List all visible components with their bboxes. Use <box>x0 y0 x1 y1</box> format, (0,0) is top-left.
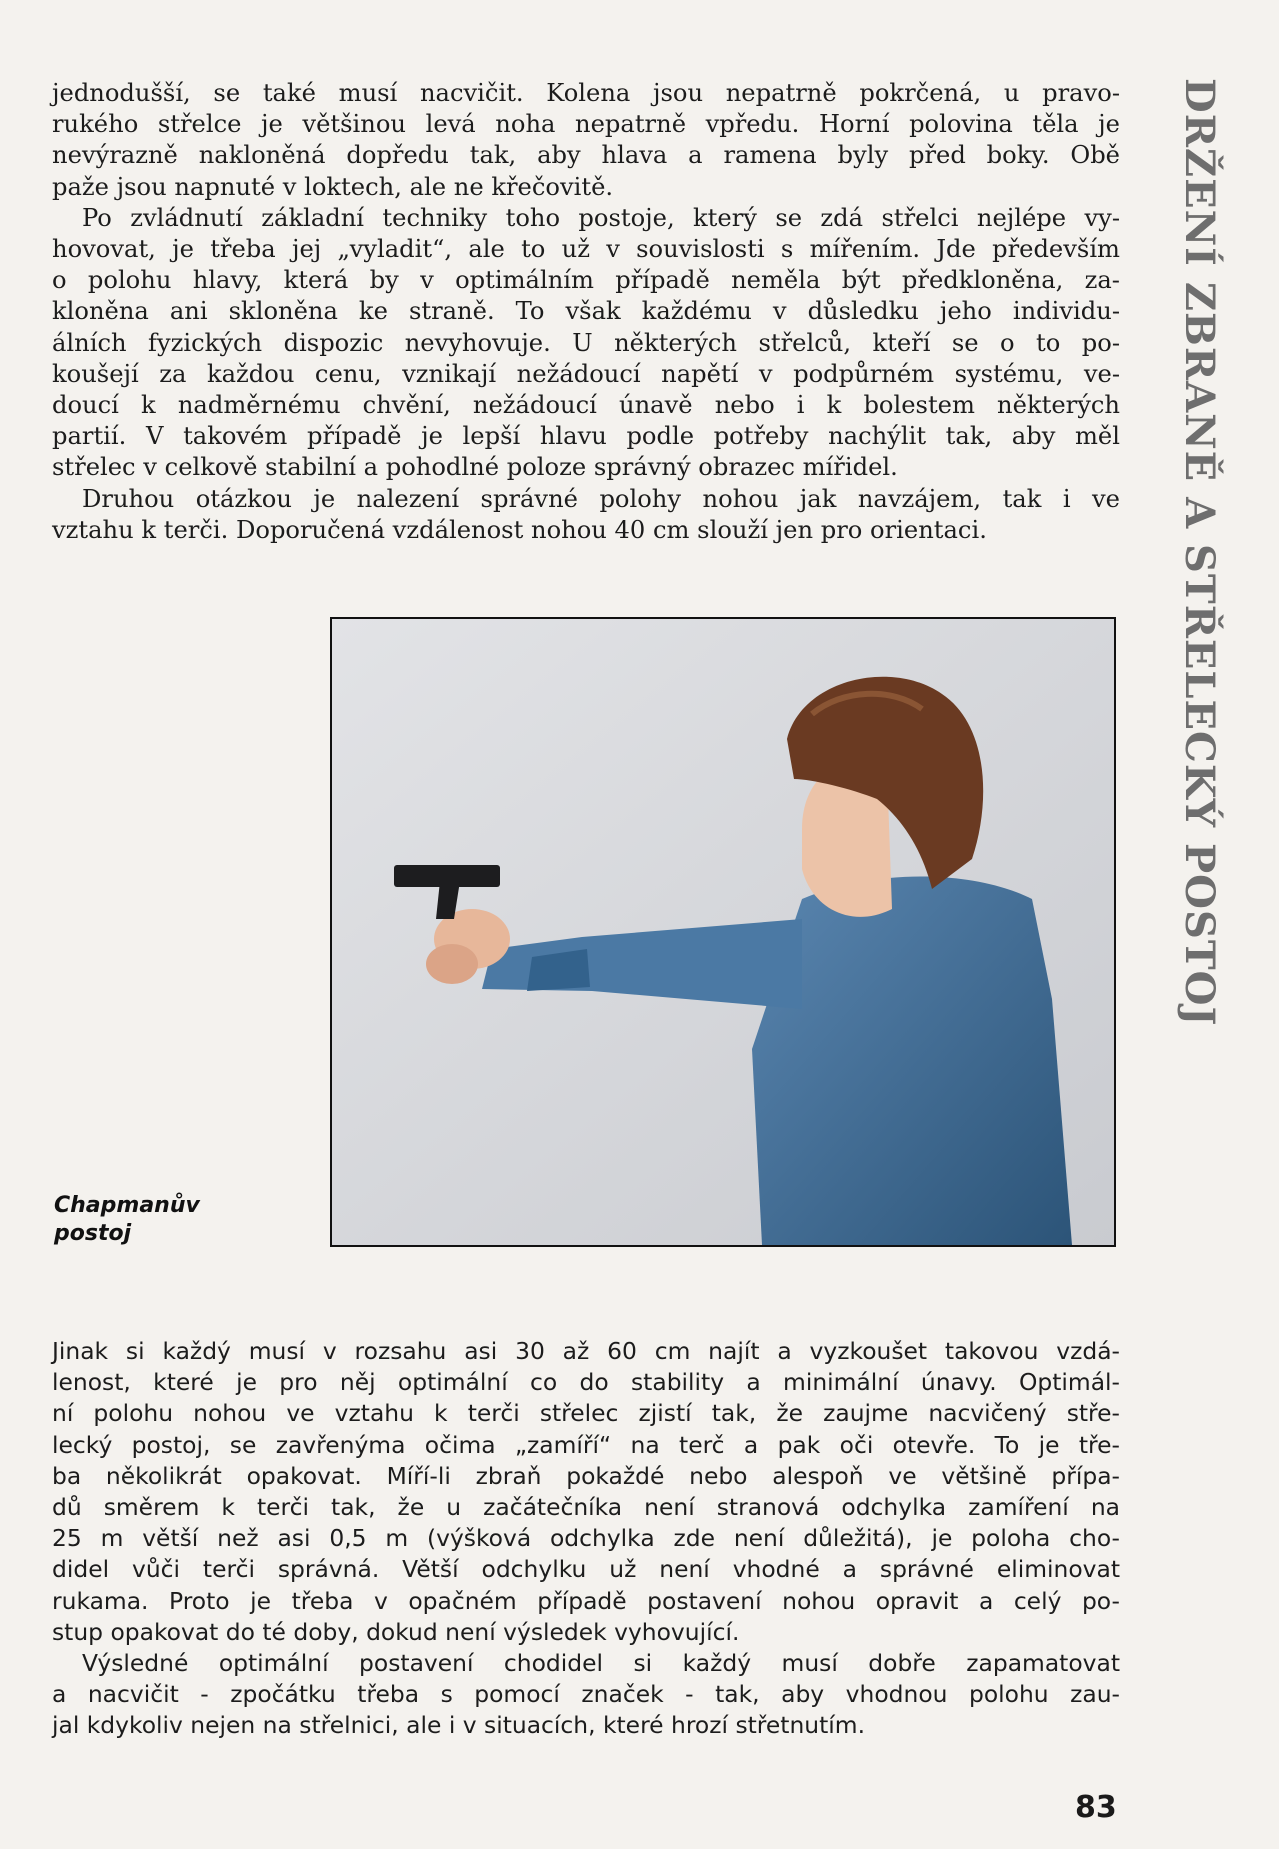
text-line: jednodušší, se také musí nacvičit. Kolena jsou nepatrně pokrčená, u pravo- <box>52 79 1120 107</box>
caption-line: Chapmanův <box>54 1193 200 1218</box>
text-line: ní polohu nohou ve vztahu k terči střelec zjistí tak, že zaujme nacvičený stře- <box>52 1399 1120 1428</box>
text-line: paže jsou napnuté v loktech, ale ne křečovitě. <box>52 172 614 201</box>
text-line: partií. V takovém případě je lepší hlavu podle potřeby nachýlit tak, aby měl <box>52 422 1120 451</box>
text-line: kloněna ani skloněna ke straně. To však každému v důsledku jeho individu- <box>52 297 1120 326</box>
text-line: dů směrem k terči tak, že u začátečníka není stranová odchylka zamíření na <box>52 1493 1120 1522</box>
text-line: Výsledné optimální postavení chodidel si každý musí dobře zapamatovat <box>82 1649 1120 1678</box>
page-number: 83 <box>1075 1790 1117 1825</box>
text-line: stup opakovat do té doby, dokud není výsledek vyhovující. <box>52 1617 740 1646</box>
text-line: vztahu k terči. Doporučená vzdálenost nohou 40 cm slouží jen pro orientaci. <box>52 515 987 544</box>
photo-chapman-stance <box>330 617 1116 1247</box>
text-line: nevýrazně nakloněná dopředu tak, aby hlava a ramena byly před boky. Obě <box>52 141 1120 170</box>
text-line: doucí k nadměrnému chvění, nežádoucí únavě nebo i k bolestem některých <box>52 391 1120 420</box>
text-line: Jinak si každý musí v rozsahu asi 30 až 60 cm najít a vyzkoušet takovou vzdá- <box>52 1337 1120 1365</box>
text-line: koušejí za každou cenu, vznikají nežádoucí napětí v podpůrném systému, ve- <box>52 359 1120 388</box>
text-line: didel vůči terči správná. Větší odchylku už není vhodné a správné eliminovat <box>52 1555 1120 1584</box>
text-line: jal kdykoliv nejen na střelnici, ale i v situacích, které hrozí střetnutím. <box>52 1711 866 1740</box>
text-block-top <box>52 78 1120 546</box>
text-line: lecký postoj, se zavřenýma očima „zamíří“ na terč a pak oči otevře. To je tře- <box>52 1430 1120 1459</box>
text-line: Po zvládnutí základní techniky toho postoje, který se zdá střelci nejlépe vy- <box>82 203 1120 232</box>
chapter-side-title: DRŽENÍ ZBRANĚ A STŘELECKÝ POSTOJ <box>1176 78 1223 1027</box>
text-line: hovovat, je třeba jej „vyladit“, ale to už v souvislosti s mířením. Jde především <box>52 235 1120 264</box>
figure-caption <box>54 1192 200 1248</box>
text-line: rukého střelce je většinou levá noha nepatrně vpředu. Horní polovina těla je <box>52 110 1120 139</box>
text-line: střelec v celkově stabilní a pohodlné poloze správný obrazec mířidel. <box>52 453 898 482</box>
text-line: a nacvičit - zpočátku třeba s pomocí značek - tak, aby vhodnou polohu zau- <box>52 1680 1120 1709</box>
hand-support <box>426 944 478 984</box>
shooter-illustration <box>332 619 1114 1245</box>
text-line: álních fyzických dispozic nevyhovuje. U některých střelců, kteří se o to po- <box>52 328 1120 357</box>
text-line: Druhou otázkou je nalezení správné polohy nohou jak navzájem, tak i ve <box>82 484 1120 513</box>
caption-line: postoj <box>54 1221 132 1246</box>
text-block-bottom <box>52 1336 1120 1742</box>
text-line: rukama. Proto je třeba v opačném případě postavení nohou opravit a celý po- <box>52 1586 1120 1615</box>
text-line: o polohu hlavy, která by v optimálním případě neměla být předkloněna, za- <box>52 266 1120 295</box>
text-line: lenost, které je pro něj optimální co do stability a minimální únavy. Optimál- <box>52 1368 1120 1397</box>
text-line: 25 m větší než asi 0,5 m (výšková odchylka zde není důležitá), je poloha cho- <box>52 1524 1120 1553</box>
text-line: ba několikrát opakovat. Míří-li zbraň pokaždé nebo alespoň ve většině přípa- <box>52 1461 1120 1490</box>
